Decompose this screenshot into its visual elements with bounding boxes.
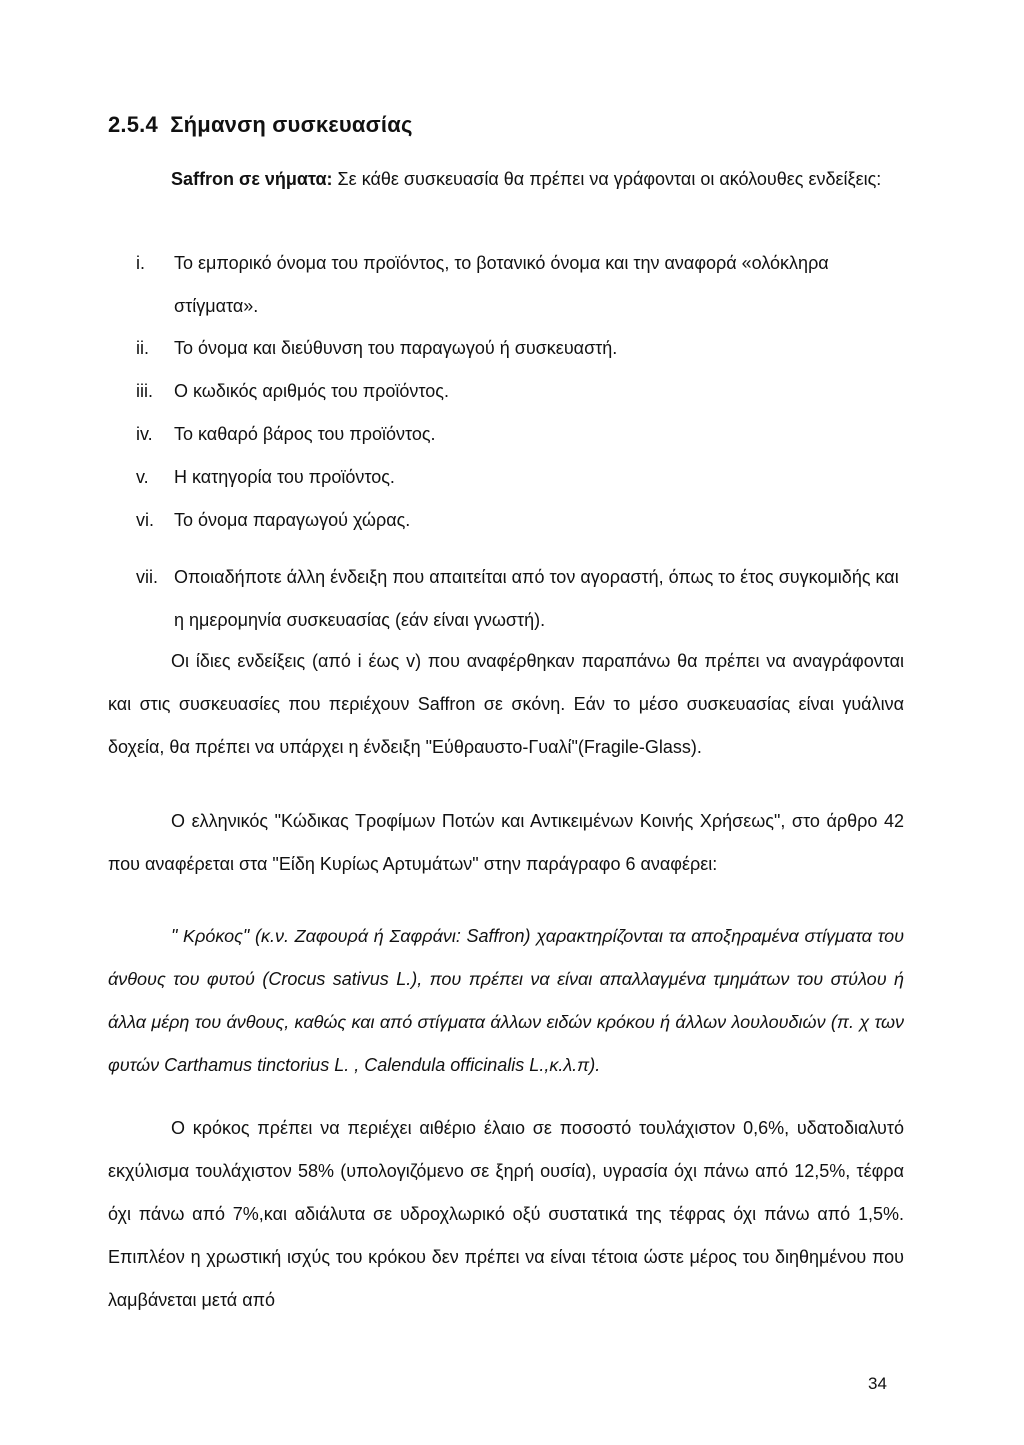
list-marker: iii. bbox=[136, 381, 153, 401]
intro-bold-lead: Saffron σε νήματα: bbox=[171, 169, 333, 189]
list-item bbox=[108, 456, 904, 499]
intro-text: Σε κάθε συσκευασία θα πρέπει να γράφονται οι ακόλουθες ενδείξεις: bbox=[332, 169, 882, 189]
list-item bbox=[108, 242, 904, 328]
list-item bbox=[108, 327, 904, 370]
list-marker: ii. bbox=[136, 338, 149, 358]
list-marker: i. bbox=[136, 253, 145, 273]
list-item bbox=[108, 556, 904, 642]
list-item-text: Οποιαδήποτε άλλη ένδειξη που απαιτείται από τον αγοραστή, όπως το έτος συγκομιδής και η ημερομηνία συσκευασίας (εάν είναι γνωστή). bbox=[174, 567, 899, 630]
list-marker: v. bbox=[136, 467, 149, 487]
list-marker: iv. bbox=[136, 424, 153, 444]
list-marker: vii. bbox=[136, 567, 158, 587]
list-marker: vi. bbox=[136, 510, 154, 530]
list-item-text: Το καθαρό βάρος του προϊόντος. bbox=[174, 424, 436, 444]
section-title: Σήμανση συσκευασίας bbox=[170, 112, 413, 137]
paragraph-1: Οι ίδιες ενδείξεις (από i έως v) που αναφέρθηκαν παραπάνω θα πρέπει να αναγράφονται και στις συσκευασίες που περιέχουν Saffron σε σκόνη. Εάν το μέσο συσκευασίας είναι γυάλινα δοχεία, θα πρέπει να υπάρχει η ένδειξη "Εύθραυστο-Γυαλί"(Fragile-Glass). bbox=[108, 651, 904, 757]
list-item-text: Ο κωδικός αριθμός του προϊόντος. bbox=[174, 381, 449, 401]
intro-paragraph bbox=[108, 158, 904, 201]
section-number: 2.5.4 bbox=[108, 112, 158, 137]
list-item-text: Το όνομα παραγωγού χώρας. bbox=[174, 510, 411, 530]
quoted-definition: " Κρόκος" (κ.ν. Ζαφουρά ή Σαφράνι: Saffron) χαρακτηρίζονται τα αποξηραμένα στίγματα του άνθους του φυτού (Crocus sativus L.), που πρέπει να είναι απαλλαγμένα τμημάτων του στύλου ή άλλα μέρη του άνθους, καθώς και από στίγματα άλλων ειδών κρόκου ή άλλων λουλουδιών (π. χ των φυτών Carthamus tinctorius L. , Calendula officinalis L.,κ.λ.π). bbox=[108, 926, 904, 1075]
paragraph-3: Ο κρόκος πρέπει να περιέχει αιθέριο έλαιο σε ποσοστό τουλάχιστον 0,6%, υδατοδιαλυτό εκχύλισμα τουλάχιστον 58% (υπολογιζόμενο σε ξηρή ουσία), υγρασία όχι πάνω από 12,5%, τέφρα όχι πάνω από 7%,και αδιάλυτα σε υδροχλωρικό οξύ συστατικά της τέφρας όχι πάνω από 1,5%. Επιπλέον η χρωστική ισχύς του κρόκου δεν πρέπει να είναι τέτοια ώστε μέρος του διηθημένου που λαμβάνεται μετά από bbox=[108, 1118, 904, 1310]
page-number: 34 bbox=[868, 1374, 887, 1393]
list-item-text: Το εμπορικό όνομα του προϊόντος, το βοτανικό όνομα και την αναφορά «ολόκληρα στίγματα». bbox=[174, 253, 829, 316]
list-item-text: Η κατηγορία του προϊόντος. bbox=[174, 467, 395, 487]
list-item bbox=[108, 370, 904, 413]
paragraph-2: Ο ελληνικός "Κώδικας Τροφίμων Ποτών και Αντικειμένων Κοινής Χρήσεως", στο άρθρο 42 που αναφέρεται στα "Είδη Κυρίως Αρτυμάτων" στην παράγραφο 6 αναφέρει: bbox=[108, 811, 904, 874]
list-item bbox=[108, 499, 904, 542]
list-item bbox=[108, 413, 904, 456]
list-item-text: Το όνομα και διεύθυνση του παραγωγού ή συσκευαστή. bbox=[174, 338, 618, 358]
section-heading bbox=[108, 112, 413, 138]
